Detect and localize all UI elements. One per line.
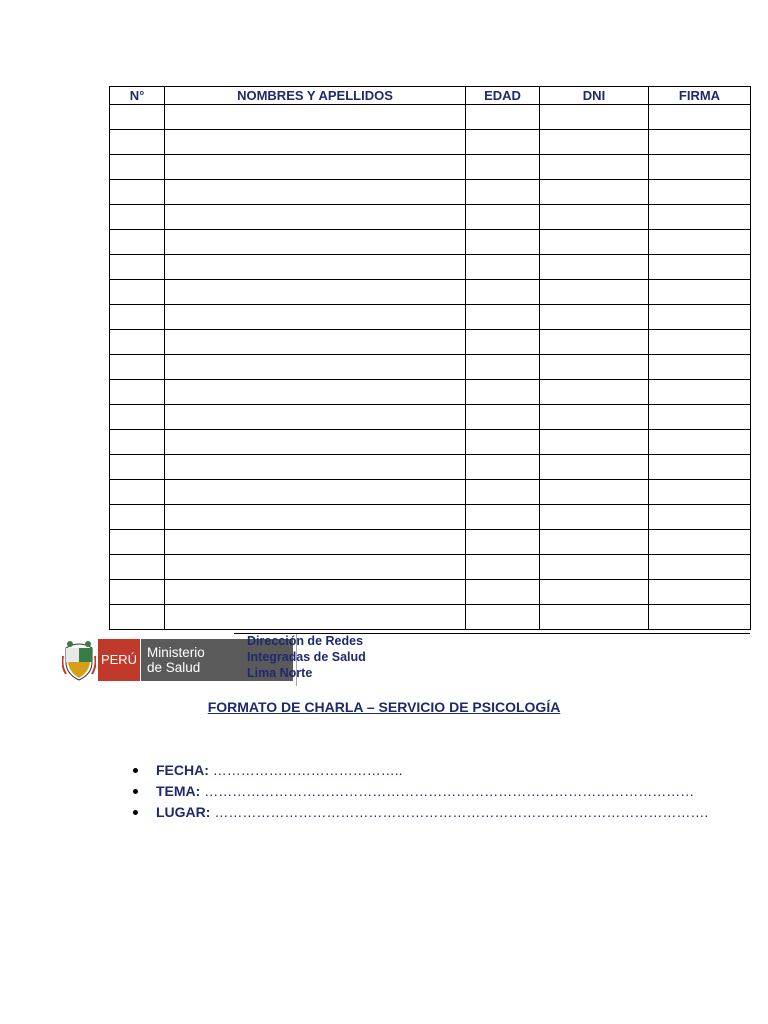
header-dni: DNI <box>540 87 649 105</box>
cell-signature[interactable] <box>649 155 751 180</box>
cell-age[interactable] <box>466 305 540 330</box>
field-fecha-label: FECHA: <box>156 762 209 778</box>
cell-number[interactable] <box>110 280 165 305</box>
cell-signature[interactable] <box>649 605 751 630</box>
cell-names[interactable] <box>165 380 466 405</box>
cell-number[interactable] <box>110 330 165 355</box>
cell-age[interactable] <box>466 205 540 230</box>
cell-number[interactable] <box>110 505 165 530</box>
cell-signature[interactable] <box>649 380 751 405</box>
cell-signature[interactable] <box>649 580 751 605</box>
cell-age[interactable] <box>466 530 540 555</box>
cell-number[interactable] <box>110 580 165 605</box>
cell-age[interactable] <box>466 430 540 455</box>
table-row <box>110 405 751 430</box>
header-signature: FIRMA <box>649 87 751 105</box>
cell-age[interactable] <box>466 405 540 430</box>
table-body <box>110 105 751 630</box>
field-fecha-dots: ………………………………….. <box>208 762 403 778</box>
cell-dni[interactable] <box>540 380 649 405</box>
cell-names[interactable] <box>165 230 466 255</box>
bullet-icon <box>133 810 138 815</box>
cell-age[interactable] <box>466 455 540 480</box>
cell-age[interactable] <box>466 555 540 580</box>
cell-signature[interactable] <box>649 330 751 355</box>
cell-dni[interactable] <box>540 105 649 130</box>
cell-signature[interactable] <box>649 405 751 430</box>
cell-signature[interactable] <box>649 105 751 130</box>
cell-number[interactable] <box>110 230 165 255</box>
peru-label: PERÚ <box>98 639 140 681</box>
cell-dni[interactable] <box>540 555 649 580</box>
table-row <box>110 205 751 230</box>
table-row <box>110 505 751 530</box>
table-row <box>110 230 751 255</box>
cell-names[interactable] <box>165 530 466 555</box>
cell-signature[interactable] <box>649 430 751 455</box>
field-tema <box>130 781 708 802</box>
field-lugar <box>130 802 708 823</box>
field-tema-label: TEMA: <box>156 783 201 799</box>
cell-signature[interactable] <box>649 355 751 380</box>
cell-age[interactable] <box>466 505 540 530</box>
table-row <box>110 280 751 305</box>
cell-names[interactable] <box>165 280 466 305</box>
cell-age[interactable] <box>466 580 540 605</box>
cell-signature[interactable] <box>649 305 751 330</box>
cell-names[interactable] <box>165 580 466 605</box>
table-row <box>110 255 751 280</box>
table-row <box>110 180 751 205</box>
direccion-line-1: Dirección de Redes <box>247 634 364 648</box>
ministry-line-1: Ministerio <box>147 645 205 660</box>
cell-names[interactable] <box>165 330 466 355</box>
coat-of-arms-icon <box>62 638 96 682</box>
cell-names[interactable] <box>165 555 466 580</box>
cell-names[interactable] <box>165 355 466 380</box>
cell-signature[interactable] <box>649 505 751 530</box>
cell-dni[interactable] <box>540 280 649 305</box>
cell-names[interactable] <box>165 405 466 430</box>
cell-names[interactable] <box>165 205 466 230</box>
cell-age[interactable] <box>466 280 540 305</box>
cell-number[interactable] <box>110 380 165 405</box>
cell-number[interactable] <box>110 255 165 280</box>
table-row <box>110 480 751 505</box>
cell-dni[interactable] <box>540 455 649 480</box>
cell-signature[interactable] <box>649 230 751 255</box>
cell-age[interactable] <box>466 105 540 130</box>
bullet-icon <box>133 768 138 773</box>
cell-number[interactable] <box>110 180 165 205</box>
cell-number[interactable] <box>110 355 165 380</box>
cell-dni[interactable] <box>540 130 649 155</box>
table-row <box>110 430 751 455</box>
cell-number[interactable] <box>110 130 165 155</box>
cell-names[interactable] <box>165 130 466 155</box>
cell-signature[interactable] <box>649 530 751 555</box>
document-title: FORMATO DE CHARLA – SERVICIO DE PSICOLOGÍA <box>207 699 561 715</box>
cell-signature[interactable] <box>649 480 751 505</box>
cell-signature[interactable] <box>649 255 751 280</box>
cell-age[interactable] <box>466 480 540 505</box>
field-lugar-label: LUGAR: <box>156 804 211 820</box>
cell-dni[interactable] <box>540 180 649 205</box>
cell-age[interactable] <box>466 130 540 155</box>
cell-signature[interactable] <box>649 280 751 305</box>
cell-signature[interactable] <box>649 130 751 155</box>
cell-number[interactable] <box>110 455 165 480</box>
cell-number[interactable] <box>110 605 165 630</box>
cell-dni[interactable] <box>540 330 649 355</box>
direccion-line-2: Integradas de Salud <box>247 650 366 664</box>
table-row <box>110 305 751 330</box>
ministry-line-2: de Salud <box>147 660 201 675</box>
cell-age[interactable] <box>466 380 540 405</box>
cell-number[interactable] <box>110 480 165 505</box>
table-row <box>110 580 751 605</box>
direccion-block <box>247 633 366 681</box>
cell-number[interactable] <box>110 555 165 580</box>
header-age: EDAD <box>466 87 540 105</box>
header-names: NOMBRES Y APELLIDOS <box>165 87 466 105</box>
field-lugar-dots: ……………………………………………………………………………………………. <box>210 804 709 820</box>
cell-dni[interactable] <box>540 355 649 380</box>
cell-number[interactable] <box>110 155 165 180</box>
cell-number[interactable] <box>110 305 165 330</box>
cell-age[interactable] <box>466 255 540 280</box>
cell-dni[interactable] <box>540 230 649 255</box>
cell-signature[interactable] <box>649 205 751 230</box>
table-row <box>110 130 751 155</box>
cell-dni[interactable] <box>540 305 649 330</box>
cell-number[interactable] <box>110 530 165 555</box>
field-fecha <box>130 760 708 781</box>
cell-names[interactable] <box>165 455 466 480</box>
cell-names[interactable] <box>165 305 466 330</box>
cell-names[interactable] <box>165 505 466 530</box>
cell-signature[interactable] <box>649 455 751 480</box>
cell-names[interactable] <box>165 430 466 455</box>
cell-dni[interactable] <box>540 155 649 180</box>
header-number: N° <box>110 87 165 105</box>
table-row <box>110 530 751 555</box>
table-row <box>110 605 751 630</box>
cell-dni[interactable] <box>540 530 649 555</box>
direccion-line-3: Lima Norte <box>247 666 313 680</box>
cell-names[interactable] <box>165 155 466 180</box>
cell-number[interactable] <box>110 105 165 130</box>
cell-dni[interactable] <box>540 480 649 505</box>
table-row <box>110 355 751 380</box>
cell-names[interactable] <box>165 180 466 205</box>
cell-dni[interactable] <box>540 205 649 230</box>
cell-age[interactable] <box>466 355 540 380</box>
cell-names[interactable] <box>165 105 466 130</box>
cell-age[interactable] <box>466 155 540 180</box>
cell-signature[interactable] <box>649 555 751 580</box>
field-list <box>130 760 708 823</box>
table-row <box>110 555 751 580</box>
cell-dni[interactable] <box>540 505 649 530</box>
cell-dni[interactable] <box>540 430 649 455</box>
cell-names[interactable] <box>165 255 466 280</box>
cell-age[interactable] <box>466 330 540 355</box>
table-row <box>110 455 751 480</box>
cell-number[interactable] <box>110 405 165 430</box>
cell-signature[interactable] <box>649 180 751 205</box>
cell-age[interactable] <box>466 180 540 205</box>
table-row <box>110 105 751 130</box>
cell-dni[interactable] <box>540 255 649 280</box>
table-row <box>110 380 751 405</box>
cell-number[interactable] <box>110 205 165 230</box>
cell-number[interactable] <box>110 430 165 455</box>
field-tema-dots: …………………………………………………………………………………………… <box>200 783 695 799</box>
table-row <box>110 155 751 180</box>
attendance-table <box>109 86 751 630</box>
bullet-icon <box>133 789 138 794</box>
cell-dni[interactable] <box>540 605 649 630</box>
cell-names[interactable] <box>165 480 466 505</box>
table-row <box>110 330 751 355</box>
cell-age[interactable] <box>466 605 540 630</box>
cell-dni[interactable] <box>540 580 649 605</box>
cell-age[interactable] <box>466 230 540 255</box>
cell-dni[interactable] <box>540 405 649 430</box>
cell-names[interactable] <box>165 605 466 630</box>
table-header-row <box>110 87 751 105</box>
